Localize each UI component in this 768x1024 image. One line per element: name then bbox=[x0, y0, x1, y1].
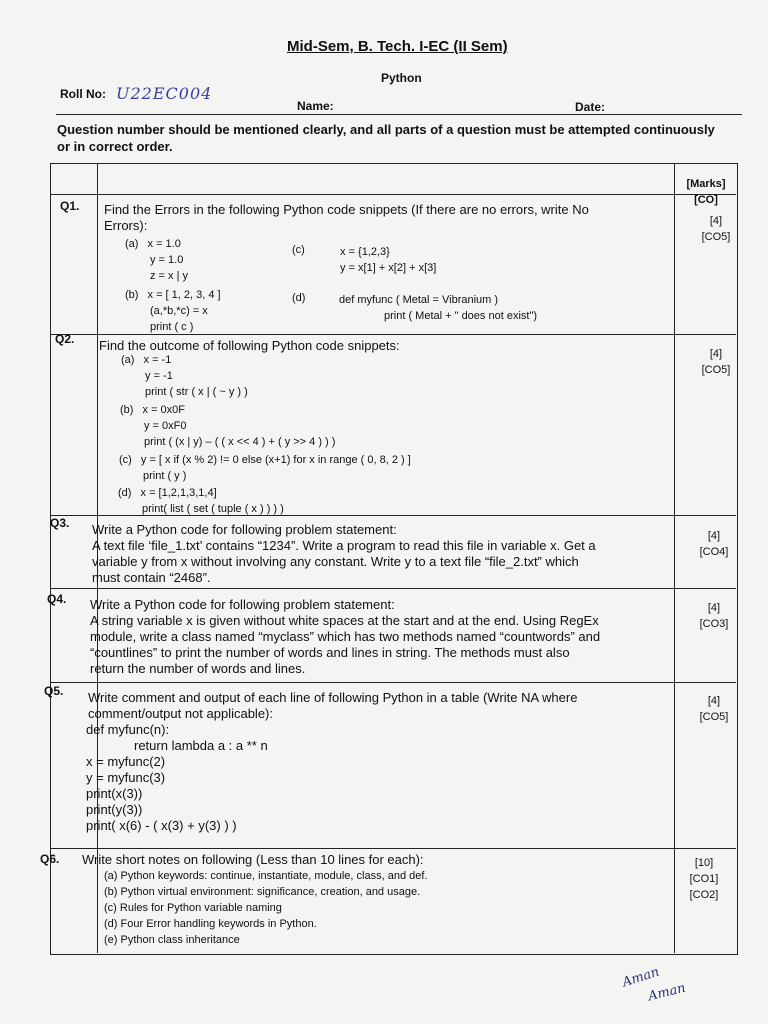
item-label: (e) bbox=[104, 934, 118, 946]
q4-number: Q4. bbox=[47, 592, 67, 606]
q6-item-a bbox=[104, 868, 427, 884]
q3-text-line: A text file ‘file_1.txt’ contains “1234”. Write a program to read this file in variable x. Get a bbox=[92, 538, 596, 553]
q6-item-e bbox=[104, 932, 427, 948]
q6-item-c bbox=[104, 900, 427, 916]
code-line: x = [1,2,1,3,1,4] bbox=[140, 487, 217, 499]
co-value: [CO4] bbox=[699, 546, 729, 558]
code-line: x = 1.0 bbox=[147, 238, 181, 250]
code-line: print( list ( set ( tuple ( x ) ) ) ) bbox=[142, 503, 284, 515]
code-line: (a,*b,*c) = x bbox=[150, 305, 208, 317]
code-line: x = myfunc(2) bbox=[86, 754, 166, 769]
code-line: x = 0x0F bbox=[142, 404, 186, 416]
code-line: y = 1.0 bbox=[150, 254, 184, 266]
row-line bbox=[50, 194, 736, 195]
q4-text bbox=[90, 597, 600, 677]
code-line: x = {1,2,3} bbox=[340, 246, 390, 258]
subject-label: Python bbox=[381, 71, 422, 85]
marks-value: [4] bbox=[709, 348, 723, 360]
item-label: (c) bbox=[104, 902, 117, 914]
code-line: print ( c ) bbox=[150, 321, 194, 333]
q6-text: Write short notes on following (Less than 10 lines for each): bbox=[82, 852, 424, 867]
marks-value: [4] bbox=[707, 695, 721, 707]
item-label: (d) bbox=[104, 918, 118, 930]
q4-text-line: return the number of words and lines. bbox=[90, 661, 306, 676]
code-line: return lambda a : a ** n bbox=[134, 738, 268, 753]
code-line: print(y(3)) bbox=[86, 802, 143, 817]
q2-a-label: (a) bbox=[121, 354, 135, 366]
q3-number: Q3. bbox=[50, 516, 70, 530]
q1-c-label: (c) bbox=[292, 244, 305, 256]
q1-text-line: Errors): bbox=[104, 218, 148, 233]
code-line: print( x(6) - ( x(3) + y(3) ) ) bbox=[86, 818, 237, 833]
co-header-label: [CO] bbox=[694, 194, 718, 206]
code-line: y = myfunc(3) bbox=[86, 770, 166, 785]
q1-a-label: (a) bbox=[125, 238, 139, 250]
q1-part-b bbox=[125, 287, 221, 335]
co-value: [CO5] bbox=[699, 711, 729, 723]
instruction-line-1: Question number should be mentioned clearly, and all parts of a question must be attempted continuously bbox=[57, 122, 715, 137]
q5-text-line: comment/output not applicable): bbox=[88, 706, 273, 721]
q2-c-label: (c) bbox=[119, 454, 132, 466]
q5-text-line: Write comment and output of each line of following Python in a table (Write NA where bbox=[88, 690, 578, 705]
q1-text bbox=[104, 202, 670, 234]
q6-item-b bbox=[104, 884, 427, 900]
q1-text-line: Find the Errors in the following Python code snippets (If there are no errors, write No bbox=[104, 202, 589, 217]
q1-marks bbox=[686, 213, 746, 245]
q4-text-line: “countlines” to print the number of words and lines in string. The methods must also bbox=[90, 645, 570, 660]
marks-value: [4] bbox=[707, 602, 721, 614]
item-text: Python virtual environment: significance, creation, and usage. bbox=[120, 886, 421, 898]
q5-text bbox=[88, 690, 577, 722]
q1-part-a bbox=[125, 236, 188, 284]
q2-part-d bbox=[118, 485, 284, 517]
q1-b-label: (b) bbox=[125, 289, 139, 301]
co-value: [CO5] bbox=[701, 231, 731, 243]
q2-part-a bbox=[121, 352, 248, 400]
q3-text bbox=[92, 522, 596, 586]
q3-marks bbox=[684, 528, 744, 560]
q5-marks bbox=[684, 693, 744, 725]
signature-2: Aman bbox=[646, 980, 688, 1005]
q2-d-label: (d) bbox=[118, 487, 132, 499]
q1-part-c bbox=[340, 244, 436, 276]
q4-text-line: A string variable x is given without white spaces at the start and at the end. Using RegEx bbox=[90, 613, 599, 628]
code-line: z = x | y bbox=[150, 270, 189, 282]
q4-marks bbox=[684, 600, 744, 632]
exam-title: Mid-Sem, B. Tech. I-EC (II Sem) bbox=[287, 38, 508, 55]
code-line: def myfunc(n): bbox=[86, 722, 170, 737]
signature-1: Aman bbox=[620, 964, 662, 991]
marks-value: [4] bbox=[709, 215, 723, 227]
row-line bbox=[50, 588, 736, 589]
marks-header-label: [Marks] bbox=[686, 178, 726, 190]
code-line: x = [ 1, 2, 3, 4 ] bbox=[147, 289, 221, 301]
item-label: (a) bbox=[104, 870, 118, 882]
co-value: [CO3] bbox=[699, 618, 729, 630]
q3-text-line: must contain “2468”. bbox=[92, 570, 211, 585]
q6-marks bbox=[674, 855, 734, 903]
q2-text: Find the outcome of following Python code snippets: bbox=[99, 338, 400, 353]
code-line: print(x(3)) bbox=[86, 786, 143, 801]
instruction-line-2: or in correct order. bbox=[57, 139, 173, 154]
q6-items bbox=[104, 868, 427, 948]
q1-number: Q1. bbox=[60, 199, 80, 213]
item-text: Rules for Python variable naming bbox=[119, 902, 282, 914]
item-label: (b) bbox=[104, 886, 118, 898]
co-value: [CO2] bbox=[689, 889, 719, 901]
code-line: print ( str ( x | ( ~ y ) ) bbox=[145, 386, 248, 398]
item-text: Python class inheritance bbox=[120, 934, 240, 946]
item-text: Four Error handling keywords in Python. bbox=[120, 918, 317, 930]
item-text: Python keywords: continue, instantiate, module, class, and def. bbox=[120, 870, 428, 882]
code-line: print ( y ) bbox=[143, 470, 187, 482]
code-line: y = 0xF0 bbox=[144, 420, 187, 432]
q4-text-line: module, write a class named “myclass” which has two methods named “countwords” and bbox=[90, 629, 601, 644]
code-line: y = -1 bbox=[145, 370, 173, 382]
q2-b-label: (b) bbox=[120, 404, 134, 416]
q6-item-d bbox=[104, 916, 427, 932]
marks-header bbox=[676, 176, 736, 208]
q2-number: Q2. bbox=[55, 332, 75, 346]
row-line bbox=[50, 848, 736, 849]
header-rule bbox=[56, 114, 742, 115]
q2-marks bbox=[686, 346, 746, 378]
code-line: print ( Metal + " does not exist") bbox=[384, 310, 538, 322]
instructions bbox=[57, 121, 747, 155]
q3-text-line: Write a Python code for following problem statement: bbox=[92, 522, 397, 537]
name-label: Name: bbox=[297, 99, 334, 113]
roll-label: Roll No: bbox=[60, 87, 106, 101]
row-line bbox=[50, 682, 736, 683]
code-line: def myfunc ( Metal = Vibranium ) bbox=[339, 294, 499, 306]
col-divider-right bbox=[674, 163, 675, 953]
code-line: print ( (x | y) – ( ( x << 4 ) + ( y >> 4 ) ) ) bbox=[144, 436, 336, 448]
q2-part-b bbox=[120, 402, 335, 450]
q1-d-label: (d) bbox=[292, 292, 306, 304]
code-line: y = [ x if (x % 2) != 0 else (x+1) for x in range ( 0, 8, 2 ) ] bbox=[140, 454, 411, 466]
q5-code-block bbox=[86, 722, 268, 834]
marks-value: [10] bbox=[694, 857, 714, 869]
q5-number: Q5. bbox=[44, 684, 64, 698]
code-line: x = -1 bbox=[143, 354, 172, 366]
co-value: [CO5] bbox=[701, 364, 731, 376]
q2-part-c bbox=[119, 452, 411, 484]
marks-value: [4] bbox=[707, 530, 721, 542]
roll-number: U22EC004 bbox=[116, 84, 213, 103]
code-line: y = x[1] + x[2] + x[3] bbox=[340, 262, 437, 274]
q3-text-line: variable y from x without involving any constant. Write y to a text file “file_2.txt” which bbox=[92, 554, 579, 569]
date-label: Date: bbox=[575, 100, 606, 114]
q4-text-line: Write a Python code for following problem statement: bbox=[90, 597, 395, 612]
co-value: [CO1] bbox=[689, 873, 719, 885]
q6-number: Q6. bbox=[40, 852, 60, 866]
q1-part-d bbox=[339, 292, 537, 324]
